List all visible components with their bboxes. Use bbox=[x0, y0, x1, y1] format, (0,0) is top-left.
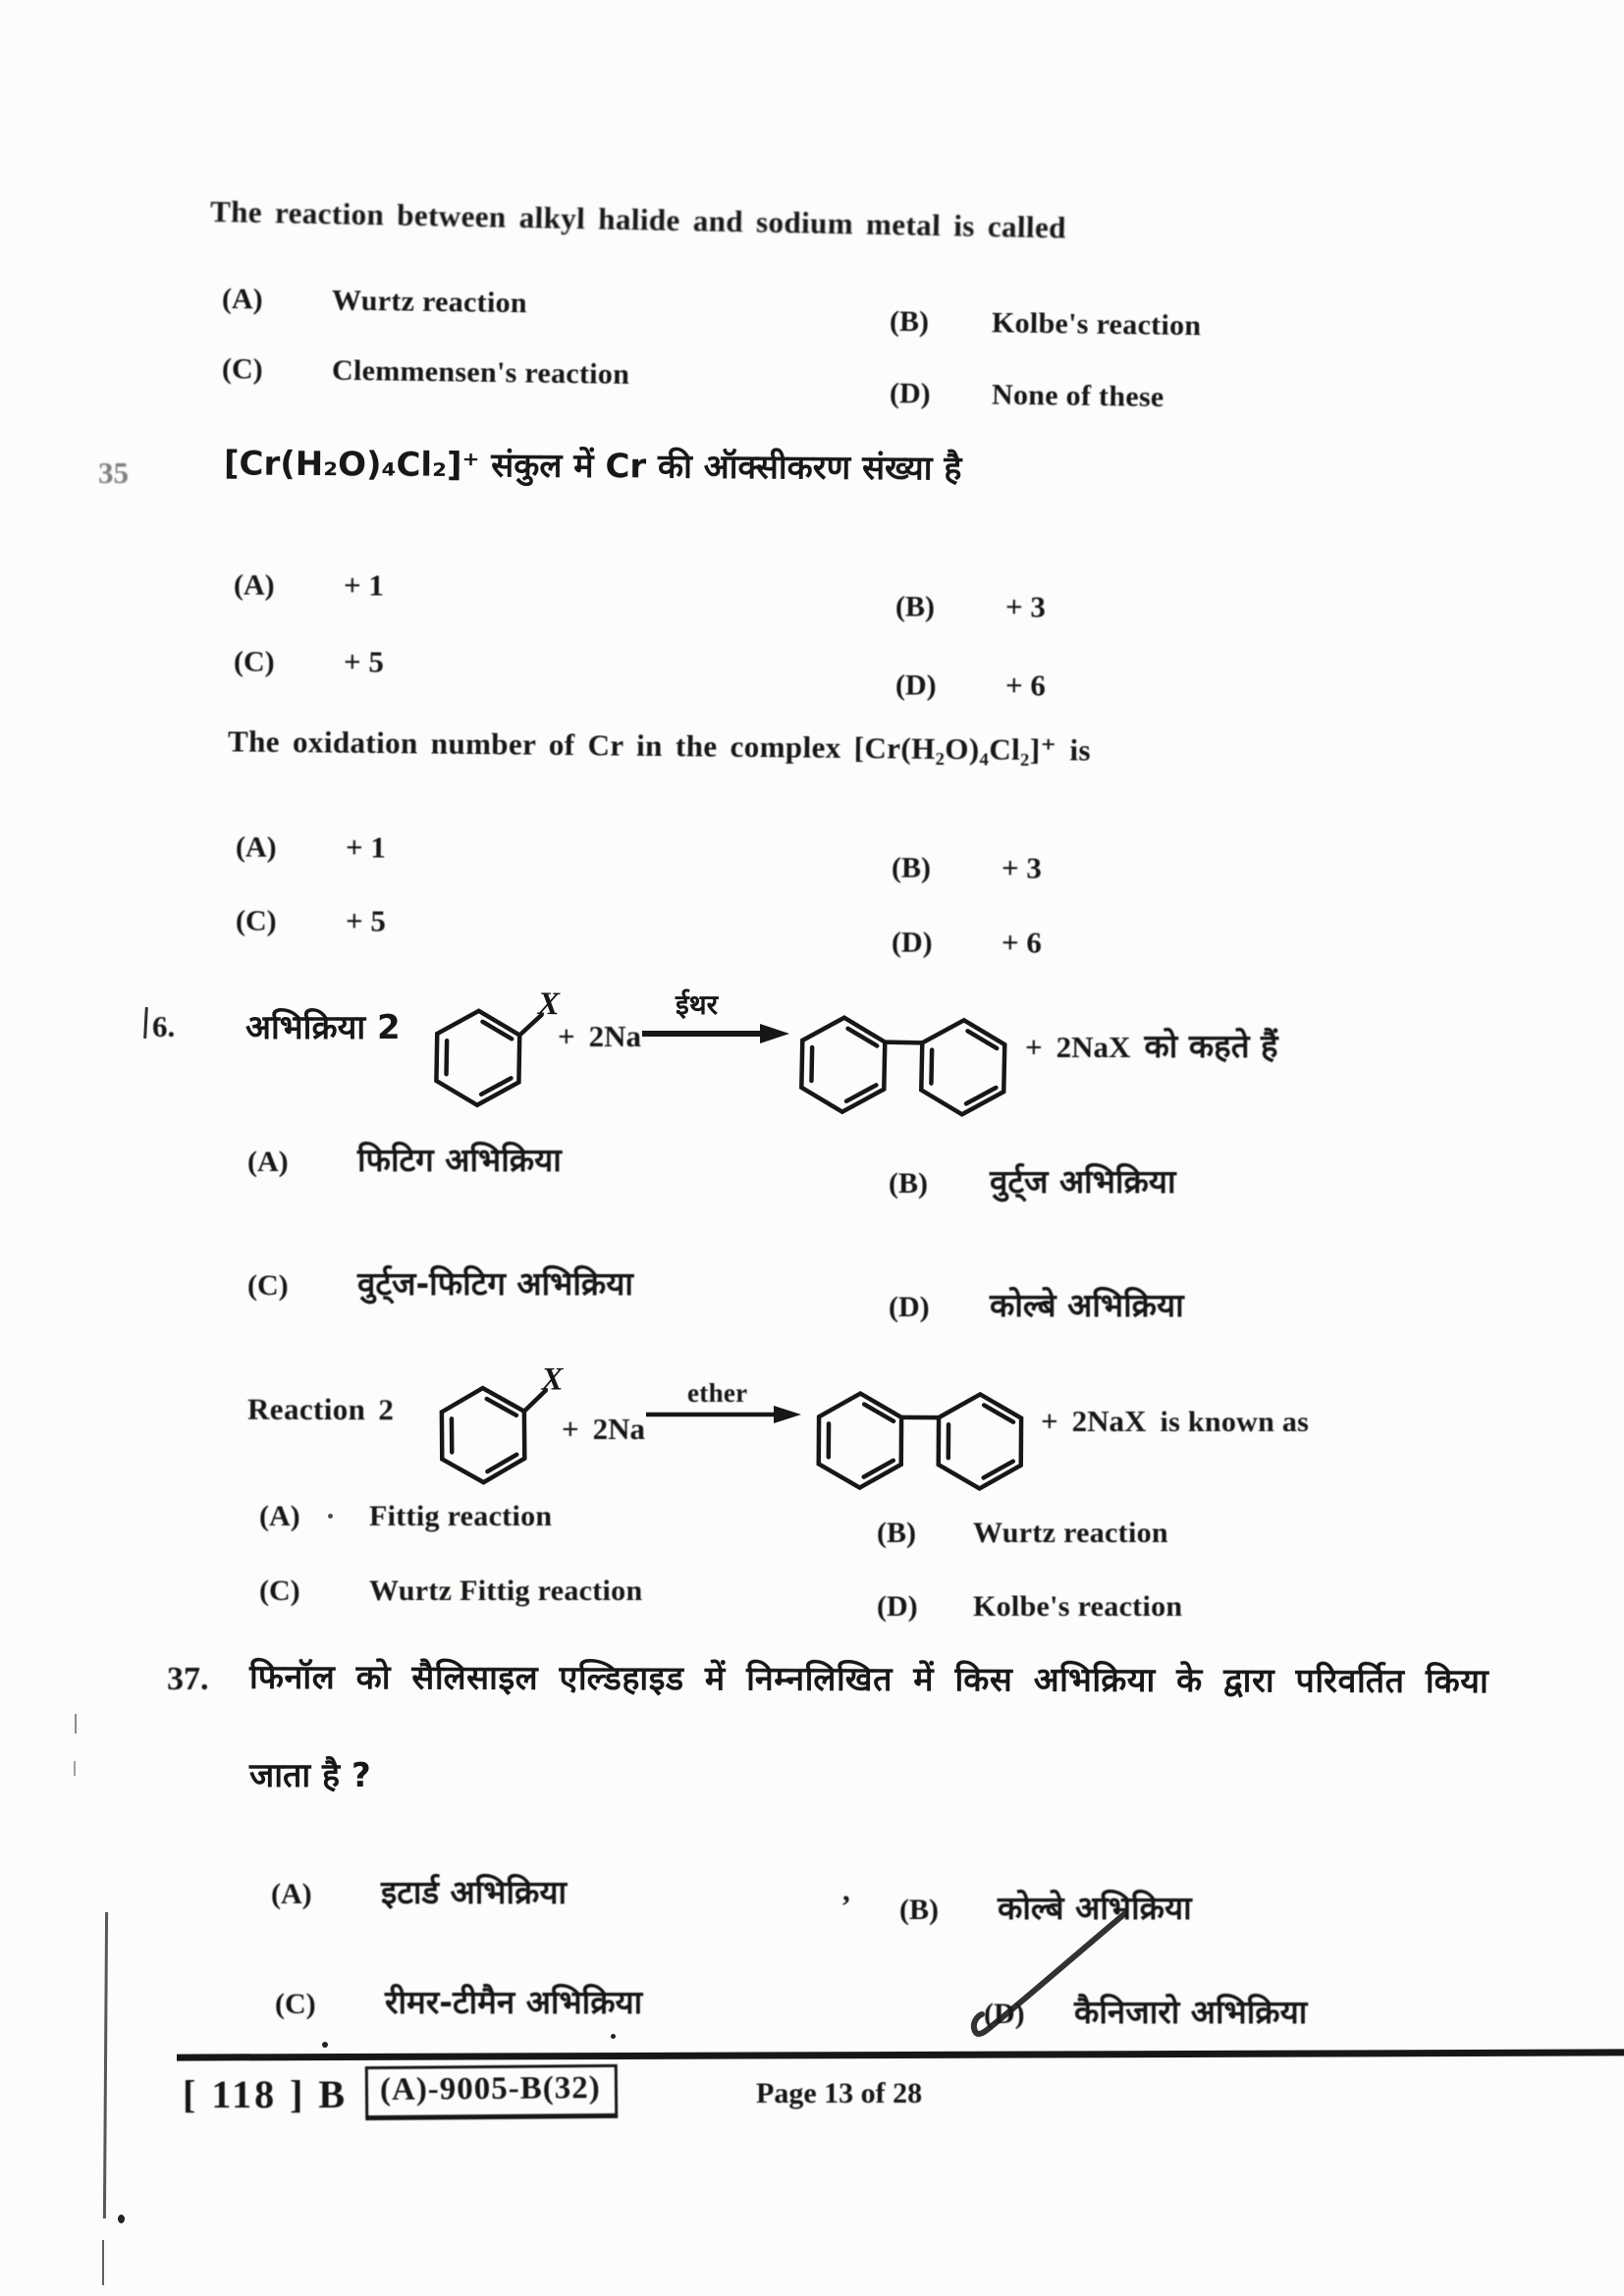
option-label: (C) bbox=[233, 645, 275, 678]
option-text: वुर्ट्ज-फिटिग अभिक्रिया bbox=[357, 1264, 633, 1303]
option-label: (B) bbox=[899, 1894, 939, 1926]
question-stem: The oxidation number of Cr in the complex [Cr(H₂O)₄Cl₂]⁺ is bbox=[227, 723, 1092, 768]
reaction-arrow-icon bbox=[646, 1402, 801, 1425]
paper-code: (A)-9005-B(32) bbox=[379, 2070, 601, 2108]
option-text: + 5 bbox=[343, 644, 385, 679]
option-text: Kolbe's reaction bbox=[973, 1590, 1183, 1623]
option-label: (D) bbox=[877, 1590, 918, 1623]
biphenyl-structure bbox=[779, 967, 1028, 1145]
option-row bbox=[892, 849, 1042, 885]
option-text: Kolbe's reaction bbox=[991, 306, 1202, 343]
pen-check-mark bbox=[960, 1908, 1142, 2060]
option-row bbox=[247, 1137, 562, 1181]
option-label: (D) bbox=[889, 1291, 930, 1323]
option-label: (A) bbox=[271, 1878, 312, 1910]
reaction-arrow-icon bbox=[640, 1021, 789, 1046]
option-label: (C) bbox=[275, 1988, 316, 2020]
option-text: None of these bbox=[991, 378, 1164, 413]
option-row bbox=[892, 924, 1042, 960]
reagent-text: 2Na bbox=[592, 1412, 646, 1446]
option-label: (A) bbox=[235, 830, 277, 864]
substituent-x-label: X bbox=[537, 986, 561, 1023]
option-text: + 6 bbox=[1004, 667, 1047, 703]
question-stem: [Cr(H₂O)₄Cl₂]⁺ संकुल में Cr की ऑक्सीकरण संख्या है bbox=[223, 444, 962, 489]
option-row bbox=[890, 305, 1202, 343]
option-label: (A) bbox=[233, 568, 275, 602]
paper-code-box bbox=[365, 2064, 618, 2120]
plus-sign: + bbox=[1041, 1404, 1058, 1438]
option-label: (C) bbox=[221, 352, 263, 386]
option-text: + 1 bbox=[345, 829, 387, 865]
question-stem-line2: जाता है ? bbox=[249, 1756, 371, 1795]
option-label: (A) bbox=[221, 282, 263, 316]
scan-artifact-line bbox=[102, 2240, 104, 2285]
scan-artifact-line bbox=[74, 1761, 76, 1776]
option-text: + 1 bbox=[343, 567, 385, 603]
benzene-x-structure bbox=[421, 1338, 570, 1512]
option-text: + 6 bbox=[1001, 925, 1043, 960]
option-text: Wurtz reaction bbox=[331, 284, 528, 320]
reagent-group bbox=[562, 1412, 645, 1447]
plus-sign: + bbox=[562, 1412, 579, 1446]
scan-artifact-line bbox=[143, 1007, 148, 1039]
option-text: + 5 bbox=[345, 903, 387, 938]
option-text: रीमर-टीमैन अभिक्रिया bbox=[385, 1983, 643, 2021]
option-row bbox=[259, 1500, 552, 1533]
question-stem: The reaction between alkyl halide and sodium metal is called bbox=[209, 193, 1067, 245]
option-row bbox=[889, 1158, 1176, 1202]
option-text: Wurtz Fittig reaction bbox=[369, 1575, 643, 1607]
product-text: 2NaX bbox=[1071, 1404, 1147, 1438]
option-label: (B) bbox=[889, 1167, 928, 1200]
option-label: (D) bbox=[891, 926, 933, 959]
question-number: 37. bbox=[167, 1661, 209, 1697]
arrow-label: ether bbox=[687, 1378, 748, 1408]
footer-rule bbox=[177, 2049, 1624, 2060]
option-row bbox=[877, 1517, 1168, 1550]
product-group bbox=[1041, 1404, 1309, 1439]
option-text: फिटिग अभिक्रिया bbox=[357, 1141, 562, 1179]
product-text: 2NaX bbox=[1056, 1030, 1131, 1064]
reagent-group bbox=[558, 1019, 641, 1054]
option-row bbox=[236, 902, 386, 938]
option-text: कोल्बे अभिक्रिया bbox=[990, 1286, 1184, 1324]
option-text: + 3 bbox=[1001, 850, 1043, 885]
option-text: Clemmensen's reaction bbox=[331, 353, 630, 391]
option-label: (A) bbox=[247, 1146, 289, 1178]
option-row bbox=[234, 643, 384, 679]
option-label: (B) bbox=[894, 590, 936, 623]
stem-suffix: को कहते हैं bbox=[1144, 1027, 1278, 1065]
question-number: 6. bbox=[152, 1009, 176, 1043]
option-row bbox=[259, 1575, 642, 1608]
option-label: (C) bbox=[247, 1269, 289, 1302]
option-row bbox=[890, 377, 1164, 414]
scan-artifact-dot bbox=[322, 2042, 328, 2048]
booklet-number: [ 118 ] B bbox=[183, 2072, 349, 2116]
option-label: (D) bbox=[894, 668, 937, 702]
scan-artifact-dot bbox=[328, 1514, 333, 1519]
stray-comma-mark: , bbox=[842, 1873, 850, 1907]
option-row bbox=[234, 566, 384, 603]
option-text: वुर्ट्ज अभिक्रिया bbox=[990, 1162, 1176, 1201]
option-row bbox=[275, 1979, 642, 2023]
option-row bbox=[895, 667, 1046, 703]
option-text: + 3 bbox=[1004, 589, 1047, 624]
scan-artifact-line bbox=[103, 1912, 108, 2218]
option-row bbox=[222, 283, 527, 320]
benzene-x-structure bbox=[415, 961, 566, 1137]
option-label: (B) bbox=[877, 1517, 916, 1549]
option-label: (D) bbox=[889, 377, 931, 410]
option-row bbox=[895, 588, 1046, 624]
option-text: Wurtz reaction bbox=[973, 1517, 1168, 1549]
question-number: 35 bbox=[98, 455, 129, 490]
scan-artifact-line bbox=[75, 1714, 77, 1734]
plus-sign: + bbox=[1025, 1030, 1043, 1064]
arrow-label: ईथर bbox=[676, 988, 719, 1021]
option-row bbox=[247, 1260, 633, 1305]
option-text: इटार्ड अभिक्रिया bbox=[381, 1873, 568, 1911]
option-row bbox=[271, 1869, 567, 1913]
option-label: (A) bbox=[259, 1500, 300, 1532]
option-label: (D) bbox=[984, 1998, 1025, 2030]
question-stem: Reaction 2 bbox=[246, 1391, 395, 1427]
option-text: कोल्बे अभिक्रिया bbox=[998, 1889, 1192, 1927]
option-text: कैनिजारो अभिक्रिया bbox=[1074, 1993, 1308, 2031]
option-label: (B) bbox=[889, 304, 930, 339]
product-group bbox=[1025, 1023, 1278, 1067]
option-label: (C) bbox=[259, 1575, 300, 1607]
scan-artifact-dot bbox=[611, 2034, 616, 2039]
reagent-text: 2Na bbox=[588, 1019, 642, 1053]
scan-artifact-dot bbox=[118, 2215, 125, 2223]
page-number: Page 13 of 28 bbox=[756, 2077, 923, 2109]
substituent-x-label: X bbox=[541, 1362, 564, 1398]
option-row bbox=[877, 1590, 1182, 1624]
biphenyl-structure bbox=[796, 1344, 1043, 1519]
question-stem: फिनॉल को सैलिसाइल एल्डिहाइड में निम्नलिखित में किस अभिक्रिया के द्वारा परिवर्तित किया bbox=[248, 1657, 1489, 1702]
plus-sign: + bbox=[558, 1019, 575, 1053]
stem-suffix: is known as bbox=[1160, 1406, 1310, 1438]
option-row bbox=[236, 828, 386, 865]
question-stem: अभिक्रिया 2 bbox=[245, 1008, 401, 1047]
option-row bbox=[889, 1282, 1184, 1326]
option-label: (B) bbox=[891, 851, 932, 884]
option-text: Fittig reaction bbox=[369, 1500, 553, 1532]
option-label: (C) bbox=[235, 904, 277, 937]
option-row bbox=[222, 352, 630, 392]
